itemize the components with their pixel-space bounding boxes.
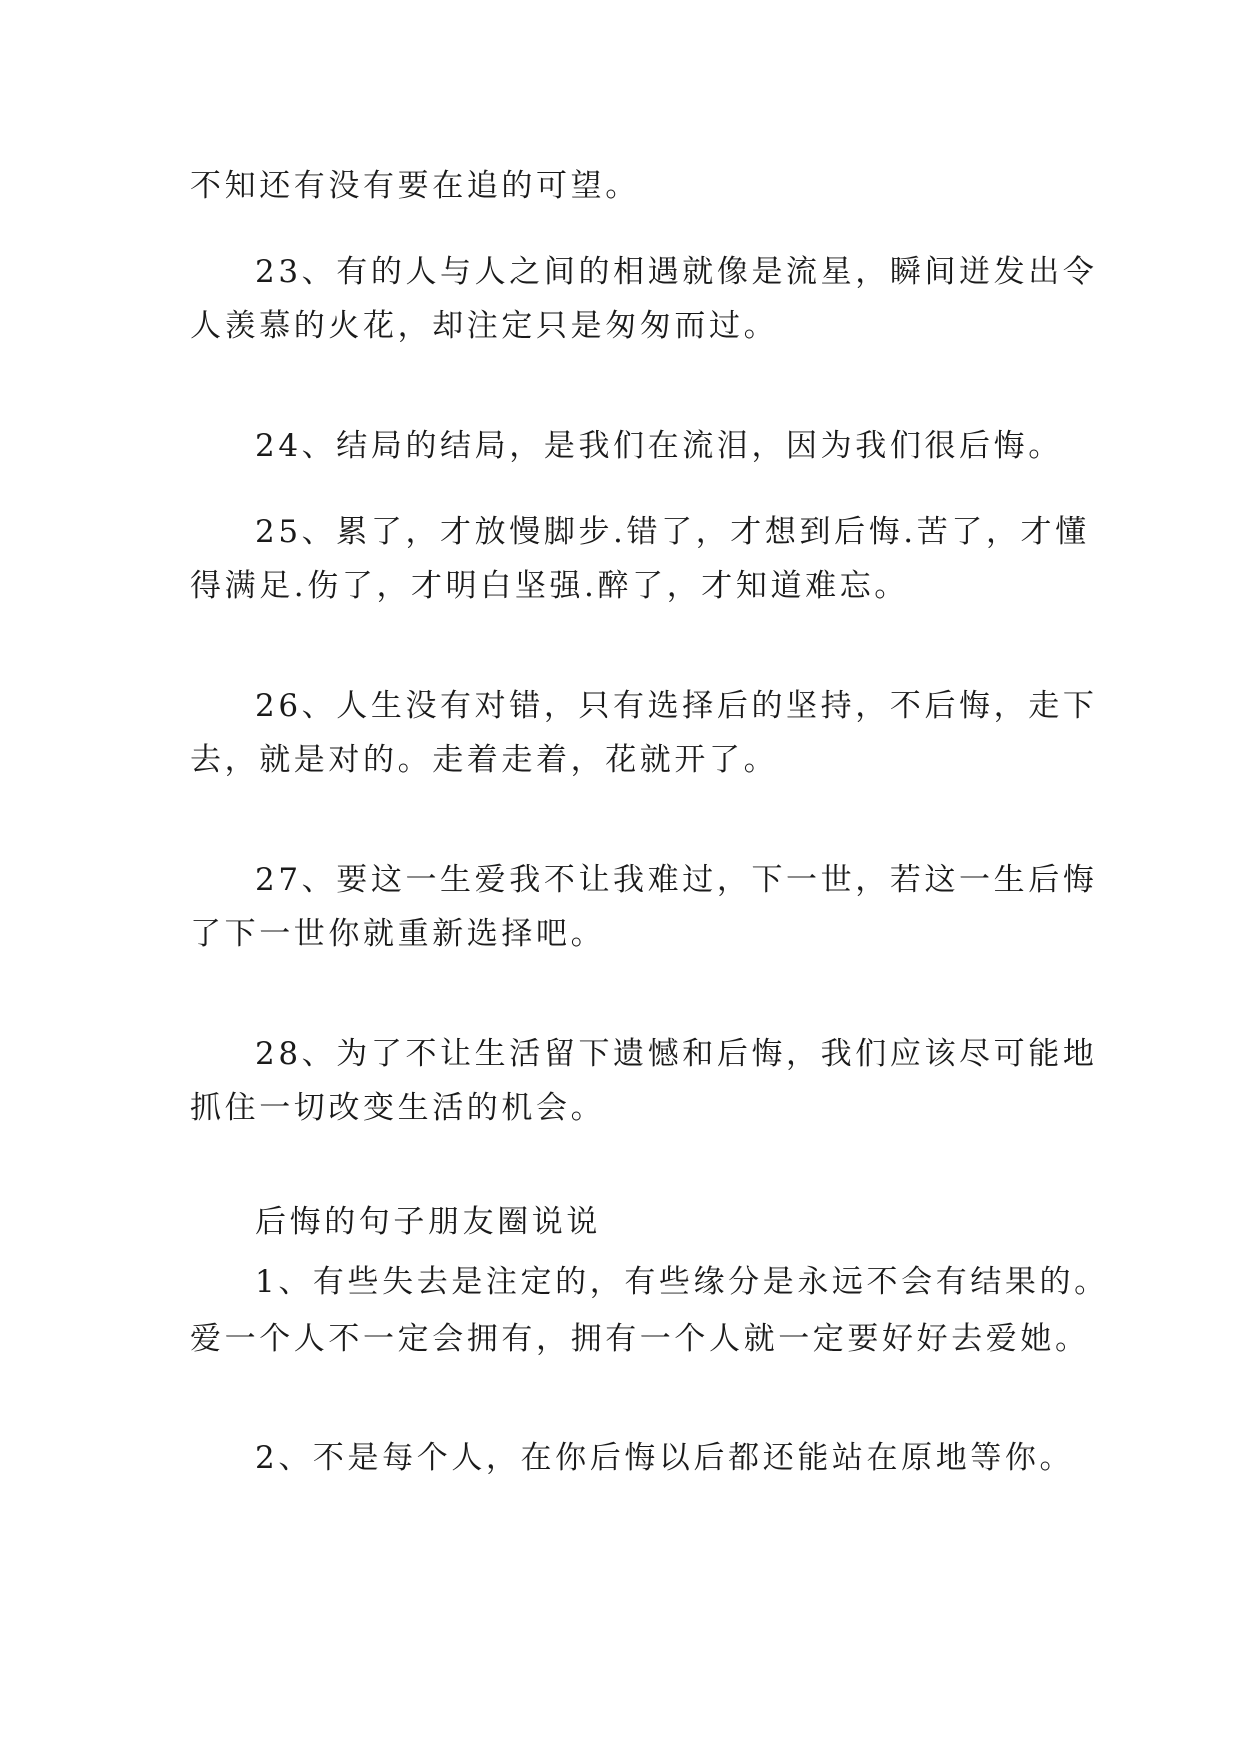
- text-line: 1、有些失去是注定的，有些缘分是永远不会有结果的。: [255, 1264, 1109, 1300]
- text-line: 28、为了不让生活留下遗憾和后悔，我们应该尽可能地: [255, 1036, 1098, 1072]
- text-line: 不知还有没有要在追的可望。: [190, 168, 640, 204]
- text-line: 2、不是每个人，在你后悔以后都还能站在原地等你。: [255, 1440, 1075, 1476]
- section-heading: 后悔的句子朋友圈说说: [255, 1204, 601, 1240]
- text-line: 了下一世你就重新选择吧。: [190, 916, 606, 952]
- text-line: 抓住一切改变生活的机会。: [190, 1090, 606, 1126]
- text-line: 23、有的人与人之间的相遇就像是流星，瞬间迸发出令: [255, 254, 1098, 290]
- text-line: 25、累了，才放慢脚步.错了，才想到后悔.苦了，才懂: [255, 514, 1090, 550]
- text-line: 24、结局的结局，是我们在流泪，因为我们很后悔。: [255, 428, 1063, 464]
- text-line: 26、人生没有对错，只有选择后的坚持，不后悔，走下: [255, 688, 1098, 724]
- text-line: 人羡慕的火花，却注定只是匆匆而过。: [190, 308, 779, 344]
- text-line: 爱一个人不一定会拥有，拥有一个人就一定要好好去爱她。: [190, 1321, 1090, 1357]
- text-line: 得满足.伤了，才明白坚强.醉了，才知道难忘。: [190, 568, 909, 604]
- text-line: 27、要这一生爱我不让我难过，下一世，若这一生后悔: [255, 862, 1098, 898]
- text-line: 去，就是对的。走着走着，花就开了。: [190, 742, 779, 778]
